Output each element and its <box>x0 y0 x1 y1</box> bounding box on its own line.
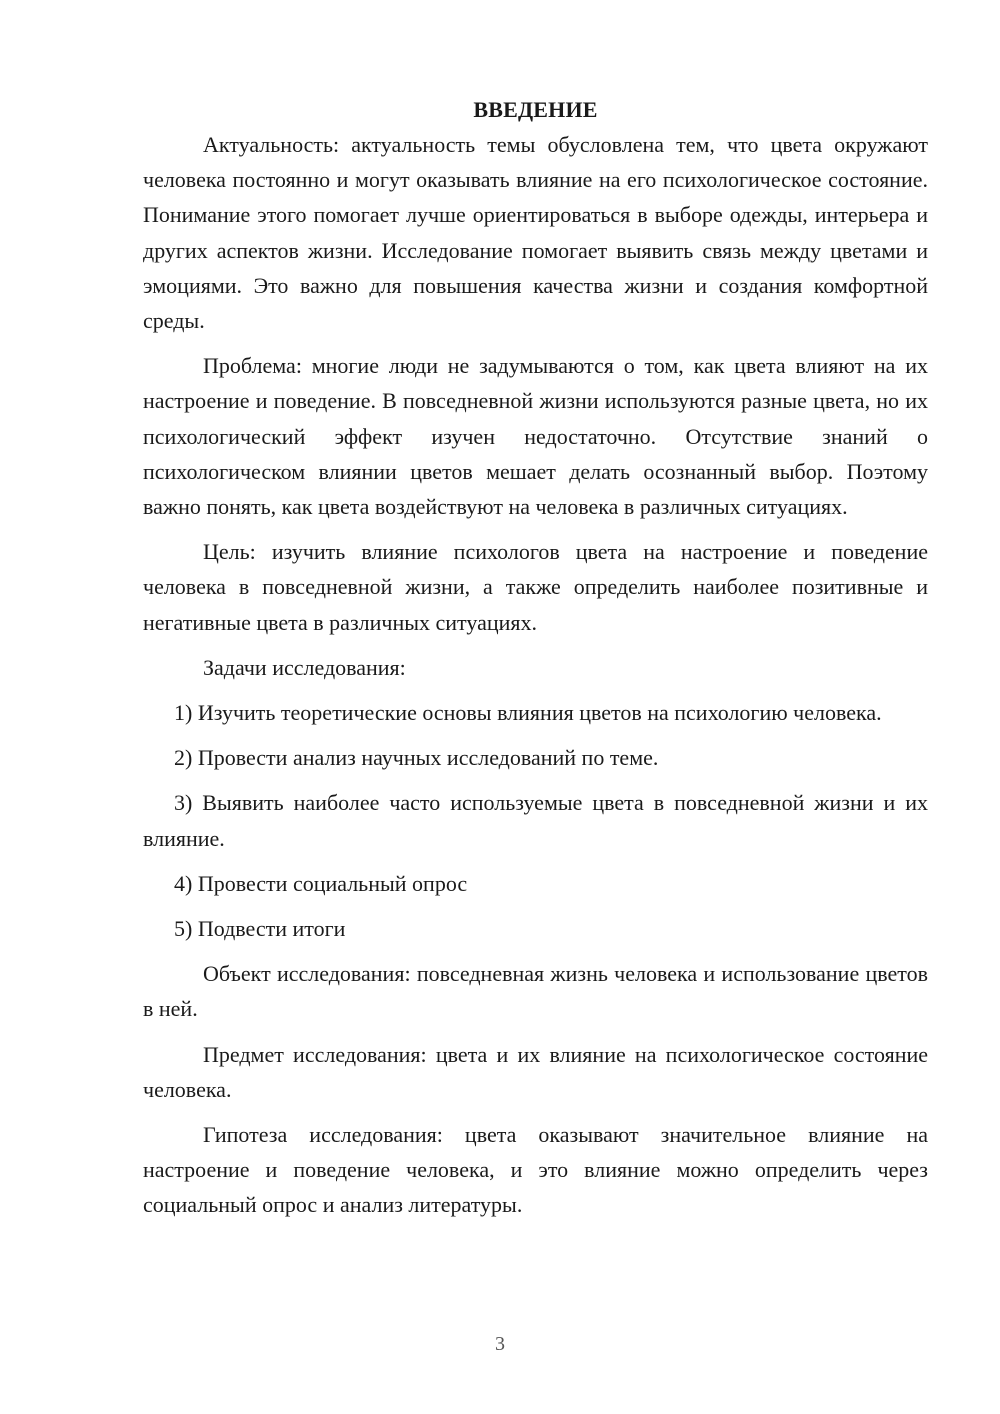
problem-paragraph: Проблема: многие люди не задумываются о том, как цвета влияют на их настроение и поведение. В повседневной жизни используются разные цвета, но их психологический эффект изучен недостаточно. Отсутствие знаний о психологическом влиянии цветов мешает делать осознанный выбор. Поэтому важно понять, как цвета воздействуют на человека в различных ситуациях. <box>143 353 928 520</box>
goal-paragraph: Цель: изучить влияние психологов цвета на настроение и поведение человека в повседневной жизни, а также определить наиболее позитивные и негативные цвета в различных ситуациях. <box>143 539 928 635</box>
tasks-heading: Задачи исследования: <box>203 654 406 680</box>
document-page <box>143 92 928 1223</box>
page-number: 3 <box>495 1333 505 1355</box>
object-paragraph: Объект исследования: повседневная жизнь человека и использование цветов в ней. <box>143 961 928 1022</box>
task-item-1: 1) Изучить теоретические основы влияния цветов на психологию человека. <box>174 700 882 726</box>
task-item-5: 5) Подвести итоги <box>174 916 346 942</box>
task-item-4: 4) Провести социальный опрос <box>174 870 468 896</box>
task-item-3: 3) Выявить наиболее часто используемые цвета в повседневной жизни и их влияние. <box>143 790 928 851</box>
subject-paragraph: Предмет исследования: цвета и их влияние на психологическое состояние человека. <box>143 1041 928 1102</box>
relevance-paragraph: Актуальность: актуальность темы обусловлена тем, что цвета окружают человека постоянно и могут оказывать влияние на его психологическое состояние. Понимание этого помогает лучше ориентироваться в выборе одежды, интерьера и других аспектов жизни. Исследование помогает выявить связь между цветами и эмоциями. Это важно для повышения качества жизни и создания комфортной среды. <box>143 132 928 334</box>
hypothesis-paragraph: Гипотеза исследования: цвета оказывают значительное влияние на настроение и поведение человека, и это влияние можно определить через социальный опрос и анализ литературы. <box>143 1122 928 1218</box>
task-item-2: 2) Провести анализ научных исследований по теме. <box>174 745 659 771</box>
page-title: ВВЕДЕНИЕ <box>473 97 598 122</box>
